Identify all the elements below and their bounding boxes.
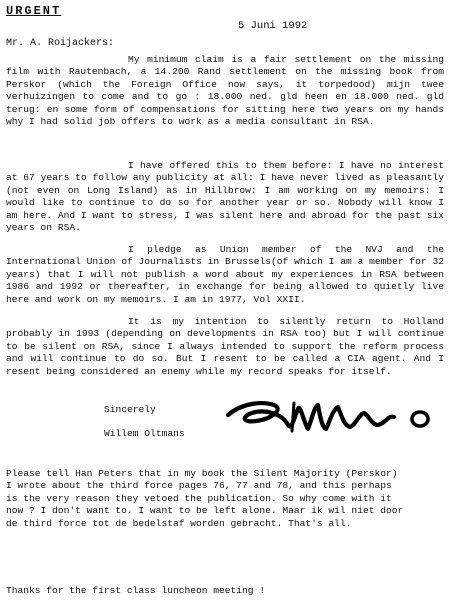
paragraph-claim: My minimum claim is a fair settlement on the missing film with Rautenbach, a 14.200 Rand settlement on the missing book from Perskor (which the Foreign Office now says, it torpedood) mijn twee verhuizingen to come and to go : 18.000 ned. gld heen en 18.000 ned. gld terug: en some form of compensations for sitting here two years on my hands why I had solid job offers to work as a media consultant in RSA. — [6, 54, 444, 128]
letter-body — [6, 54, 444, 128]
letter-body-3 — [6, 244, 444, 306]
letter-date: 5 Juni 1992 — [238, 20, 308, 32]
closing: Sincerely — [104, 404, 156, 415]
letter-body-4 — [6, 316, 444, 378]
salutation: Mr. A. Roijackers: — [6, 38, 115, 49]
paragraph-pledge: I pledge as Union member of the NVJ and the International Union of Journalists in Brussels(of which I am a member for 32 years) that I will not publish a word about my experiences in RSA between 1986 and 1992 or thereafter, in exchange for being allowed to quietly live here and work on my memoirs. I am in 1977, Vol XXII. — [6, 244, 444, 305]
postscript-line: I wrote about the third force pages 76, 77 and 78, and this perhaps — [6, 480, 392, 492]
handwritten-signature — [222, 395, 438, 437]
postscript-line: de third force tot de bedelstaf worden gebracht. That's all. — [6, 517, 352, 529]
postscript-line: Please tell Han Peters that in my book the Silent Majority (Perskor) — [6, 468, 398, 479]
thanks-line: Thanks for the first class luncheon meeting ! — [6, 585, 266, 596]
postscript-line: now ? I don't want to. I want to be left alone. Maar ik wil niet door — [6, 505, 404, 517]
urgent-heading: URGENT — [6, 4, 62, 18]
signer-name: Willem Oltmans — [104, 428, 185, 439]
postscript — [6, 468, 446, 530]
paragraph-offer: I have offered this to them before: I have no interest at 67 years to follow any publicity at all: I have never lived as pleasantly (not even on Long Island) as in Hillbrow: I am working on my memoirs: I would like to continue to do so for another year or so. Nobody will know I am here. And I want to stress, I was silent here and abroad for the past six years on RSA. — [6, 160, 444, 234]
letter-body-2 — [6, 160, 444, 234]
postscript-line: is the very reason they vetoed the publication. So why come with it — [6, 492, 392, 504]
paragraph-intention: It is my intention to silently return to Holland probably in 1993 (depending on developments in RSA too) but I will continue to be silent on RSA, since I always intended to support the reform process and will continue to do so. But I resent to be called a CIA agent. And I resent being considered an enemy while my record speaks for itself. — [6, 316, 444, 377]
